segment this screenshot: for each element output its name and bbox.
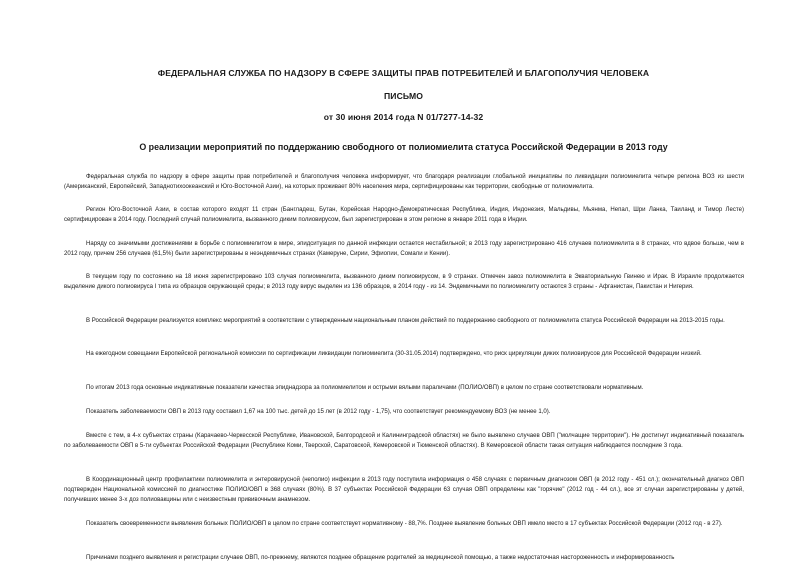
document-type: ПИСЬМО (384, 91, 423, 101)
document-date-number: от 30 июня 2014 года N 01/7277-14-32 (323, 112, 484, 122)
paragraph: В Координационный центр профилактики полиомиелита и энтеровирусной (неполио) инфекции в 2013 году поступила информация о 458 случаях с первичным диагнозом ОВП (в 2012 году - 451 сл.); окончательный диагноз ОВП подтвержден Национальной комиссией по диагностике ПОЛИО/ОВП в 368 случаях (80%). В 37 субъектах Российской Федерации 63 случая ОВП определены как "горячие" (2012 год - 44 сл.), все эт случаи зарегистрированы у детей, получивших менее 3-х доз полиовакцины или с неизвестным прививочным анамнезом. (64, 477, 744, 503)
paragraph: В Российской Федерации реализуется комплекс мероприятий в соответствии с утвержденным национальным планом действий по поддержанию свободного от полиомиелита статуса Российской Федерации на 2013-2015 годы. (86, 318, 725, 324)
paragraph: Показатель заболеваемости ОВП в 2013 году составил 1,67 на 100 тыс. детей до 15 лет (в 2012 году - 1,75), что соответствует рекомендуемому ВОЗ (не менее 1,0). (86, 409, 551, 415)
paragraph: Наряду со значимыми достижениями в борьбе с полиомиелитом в мире, эпидситуация по данной инфекции остается нестабильной; в 2013 году зарегистрировано 416 случаев полиомиелита в 8 странах, что вдвое больше, чем в 2012 году, причем 256 случаев (61,5%) были зарегистрированы в неэндемичных странах (Камеруне, Сирии, Эфиопии, Сомали и Кении). (64, 241, 744, 257)
paragraph: На ежегодном совещании Европейской региональной комиссии по сертификации ликвидации полиомиелита (30-31.05.2014) подтверждено, что риск циркуляции диких полиовирусов для Российской Федерации низкий. (86, 351, 702, 357)
paragraph: По итогам 2013 года основные индикативные показатели качества эпиднадзора за полиомиелитом и острыми вялыми параличами (ПОЛИО/ОВП) в целом по стране соответствовали нормативным. (86, 385, 644, 391)
document-subject: О реализации мероприятий по поддержанию свободного от полиомиелита статуса Российской Федерации в 2013 году (139, 142, 668, 152)
paragraph: В текущем году по состоянию на 18 июня зарегистрировано 103 случая полиомиелита, вызванного диким полиовирусом, в 9 странах. Отмечен завоз полиомиелита в Экваториальную Гвинею и Ирак. В Израиле продолжается выделение дикого полиовируса I типа из образцов окружающей среды; в 2013 году вирус выделен из 136 образцов, в 2014 году - из 14. Эндемичными по полиомиелиту остаются 3 страны - Афганистан, Пакистан и Нигерия. (64, 274, 744, 290)
paragraph: Федеральная служба по надзору в сфере защиты прав потребителей и благополучия человека информирует, что благодаря реализации глобальной инициативы по ликвидации полиомиелита четыре региона ВОЗ из шести (Американский, Европейский, Западнотихоокеанский и Юго-Восточной Азии), на которых проживает 80% населения мира, сертифицированы как территории, свободные от полиомиелита. (64, 174, 744, 190)
paragraph: Вместе с тем, в 4-х субъектах страны (Карачаево-Черкесской Республике, Ивановской, Белгородской и Калининградской областях) не было выявлено случаев ОВП ("молчащие территории"). Не достигнут индикативный показатель по заболеваемости ОВП в 5-ти субъектах Российской Федерации (Республике Коми, Тверской, Саратовской, Кемеровской и Тюменской областях). В Кемеровской области такая ситуация наблюдается последние 3 года. (64, 433, 744, 449)
agency-heading: ФЕДЕРАЛЬНАЯ СЛУЖБА ПО НАДЗОРУ В СФЕРЕ ЗАЩИТЫ ПРАВ ПОТРЕБИТЕЛЕЙ И БЛАГОПОЛУЧИЯ ЧЕЛОВЕКА (157, 68, 650, 78)
paragraph: Показатель своевременности выявления больных ПОЛИО/ОВП в целом по стране соответствует нормативному - 88,7%. Позднее выявление больных ОВП имело место в 17 субъектах Российской Федерации (2012 год - в 27). (86, 521, 723, 527)
paragraph: Причинами позднего выявления и регистрации случаев ОВП, по-прежнему, являются позднее обращение родителей за медицинской помощью, а также недостаточная настороженность и информированность (86, 555, 675, 561)
paragraph: Регион Юго-Восточной Азии, в состав которого входят 11 стран (Бангладеш, Бутан, Корейская Народно-Демократическая Республика, Индия, Индонезия, Мальдивы, Мьянма, Непал, Шри Ланка, Таиланд и Тимор Лесте) сертифицирован в 2014 году. Последний случай полиомиелита, вызванного диким полиовирусом, был зарегистрирован в этом регионе в январе 2011 года в Индии. (64, 207, 744, 223)
